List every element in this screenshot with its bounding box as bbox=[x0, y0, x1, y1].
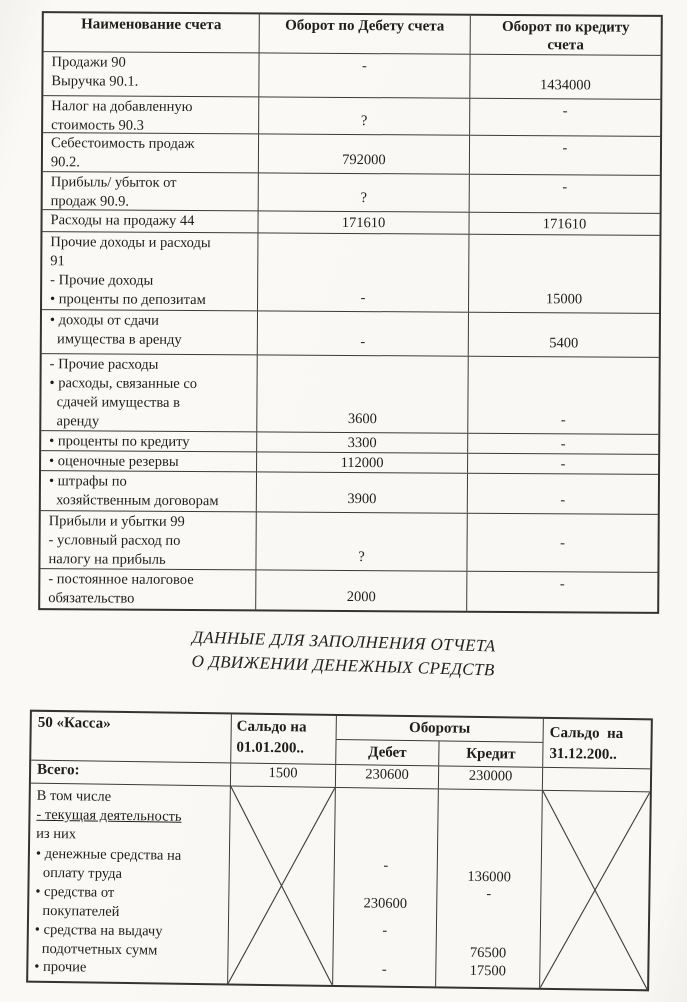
row-debit: 112000 bbox=[257, 452, 468, 472]
table-row bbox=[42, 231, 659, 313]
total-debit: 230600 bbox=[336, 765, 439, 788]
total-saldo-start: 1500 bbox=[231, 763, 336, 786]
row-credit: - bbox=[562, 140, 568, 157]
row-name: Прибыли и убытки 99 - условный расход по налогу на прибыль bbox=[40, 511, 256, 569]
row-name: • штрафы по хозяйственным договорам bbox=[41, 471, 257, 511]
header-debit: Дебет bbox=[336, 740, 439, 765]
row-credit: 171610 bbox=[542, 215, 587, 232]
row-debit: ? bbox=[256, 512, 467, 570]
row-name: - постоянное налоговое обязательство bbox=[40, 569, 256, 609]
row-name: Расходы на продажу 44 bbox=[42, 210, 258, 232]
row-credit: - bbox=[560, 492, 566, 509]
row-credit: - bbox=[560, 412, 566, 429]
table-row bbox=[41, 470, 658, 514]
detail-intro: В том числе bbox=[36, 787, 112, 805]
header-turnovers-group bbox=[336, 716, 544, 767]
detail-item-credit: 17500 bbox=[469, 962, 507, 980]
table-row bbox=[43, 95, 660, 136]
table-row bbox=[42, 309, 659, 357]
table-row bbox=[41, 353, 658, 434]
row-debit: - bbox=[259, 53, 470, 97]
row-debit: ? bbox=[259, 173, 470, 211]
detail-credit-column bbox=[436, 789, 543, 987]
table-row bbox=[41, 450, 658, 474]
saldo-end-crossed-cell bbox=[540, 791, 650, 989]
header-saldo-start: Сальдо на 01.01.200.. bbox=[231, 714, 337, 763]
detail-debit-column bbox=[333, 788, 439, 986]
detail-item-label: • прочие bbox=[34, 958, 87, 976]
detail-item-debit: - bbox=[381, 961, 387, 978]
header-debit-turnover: Оборот по Дебету счета bbox=[260, 14, 471, 53]
row-name: Прочие доходы и расходы 91 - Прочие доходы • проценты по депозитам bbox=[42, 232, 258, 310]
header-credit-turnover: Оборот по кредиту счета bbox=[501, 18, 630, 54]
detail-item-credit: 76500 bbox=[469, 944, 507, 962]
account-turnover-table bbox=[38, 11, 663, 614]
table-row bbox=[42, 209, 659, 235]
row-debit: 2000 bbox=[256, 570, 467, 610]
detail-item-credit: 136000 bbox=[467, 868, 512, 886]
row-name: • проценты по кредиту bbox=[41, 431, 257, 451]
table-header bbox=[31, 712, 651, 769]
section-title: ДАННЫЕ ДЛЯ ЗАПОЛНЕНИЯ ОТЧЕТА О ДВИЖЕНИИ ДЕНЕЖНЫХ СРЕДСТВ bbox=[191, 627, 496, 680]
row-name: - Прочие расходы • расходы, связанные со сдачей имущества в аренду bbox=[41, 354, 257, 431]
detail-item-label: • средства от покупателей bbox=[35, 883, 120, 920]
total-saldo-end bbox=[543, 768, 650, 791]
detail-item-debit: - bbox=[382, 922, 388, 939]
table-row bbox=[40, 568, 657, 612]
row-name: Налог на добавленную стоимость 90.3 bbox=[43, 96, 259, 133]
detail-item-label: • денежные средства на оплату труда bbox=[35, 845, 182, 882]
row-name: • оценочные резервы bbox=[41, 451, 257, 471]
cross-out-icon bbox=[228, 786, 335, 984]
detail-names bbox=[28, 784, 231, 984]
cash-account-table bbox=[26, 710, 653, 992]
table-header-row bbox=[44, 13, 661, 55]
table-row bbox=[43, 171, 660, 213]
row-credit: - bbox=[562, 179, 568, 196]
row-credit: 15000 bbox=[545, 291, 583, 308]
row-debit: 792000 bbox=[259, 134, 470, 173]
row-credit: - bbox=[562, 103, 568, 120]
table-row bbox=[40, 510, 657, 572]
header-saldo-end: Сальдо на 31.12.200.. bbox=[549, 724, 624, 763]
row-debit: - bbox=[258, 233, 469, 311]
row-credit: 5400 bbox=[549, 335, 579, 352]
row-credit: - bbox=[560, 455, 566, 472]
row-name: Прибыль/ убыток от продаж 90.9. bbox=[43, 172, 259, 210]
row-credit: - bbox=[559, 576, 565, 593]
row-name: • доходы от сдачи имущества в аренду bbox=[42, 310, 258, 354]
cross-out-icon bbox=[540, 791, 650, 989]
total-credit: 230000 bbox=[439, 766, 543, 789]
row-debit: ? bbox=[259, 97, 470, 134]
table-row bbox=[41, 430, 658, 454]
header-account: 50 «Касса» bbox=[31, 712, 232, 763]
row-credit: 1434000 bbox=[539, 77, 591, 94]
saldo-start-crossed-cell bbox=[228, 786, 336, 984]
row-name: Себестоимость продаж 90.2. bbox=[43, 133, 259, 172]
detail-item-label: • средства на выдачу подотчетных сумм bbox=[34, 921, 163, 959]
table-row bbox=[43, 51, 660, 99]
detail-of-which: из них bbox=[36, 825, 77, 843]
row-debit: 171610 bbox=[258, 211, 469, 233]
detail-item-debit: - bbox=[383, 857, 389, 874]
row-credit: - bbox=[560, 534, 566, 551]
detail-activity: - текущая деятельность bbox=[36, 806, 182, 825]
detail-block bbox=[28, 783, 650, 990]
row-debit: 3600 bbox=[257, 355, 468, 432]
detail-item-credit: - bbox=[486, 886, 492, 903]
header-turnovers: Обороты bbox=[337, 716, 543, 743]
total-label: Всего: bbox=[31, 761, 231, 786]
header-credit: Кредит bbox=[466, 745, 516, 762]
row-debit: 3300 bbox=[257, 432, 468, 452]
header-account-name: Наименование счета bbox=[44, 13, 260, 52]
detail-item-debit: 230600 bbox=[363, 894, 408, 912]
row-debit: 3900 bbox=[257, 472, 468, 512]
row-debit: - bbox=[258, 311, 469, 355]
table-row bbox=[43, 132, 660, 175]
row-name: Продажи 90 Выручка 90.1. bbox=[43, 52, 259, 96]
row-credit: - bbox=[560, 435, 566, 452]
